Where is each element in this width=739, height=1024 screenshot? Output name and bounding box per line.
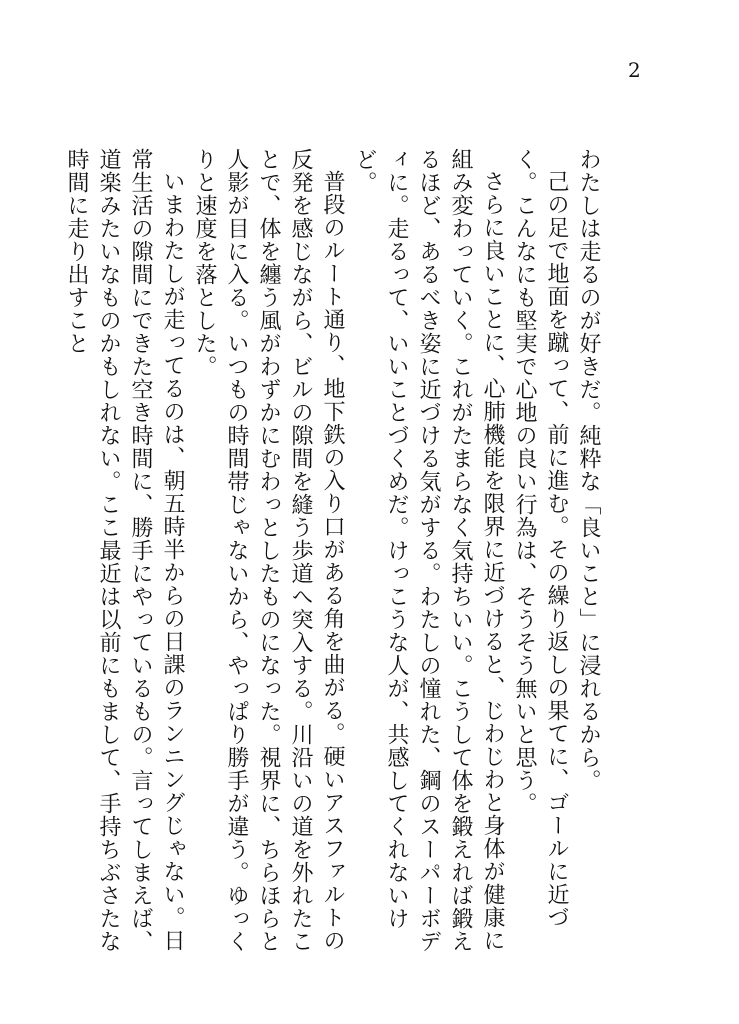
page-number: 2: [628, 58, 641, 82]
body-text: [60, 148, 604, 963]
paragraph: さらに良いことに、心肺機能を限界に近づけると、じわじわと身体が健康に組み変わっていく。これがたまらなく気持ちいい。こうして体を鍛えれば鍛えるほど、あるべき姿に近づける気がする。わたしの憧れた、鋼のスーパーボディに。走るって、いいことづくめだ。けっこうな人が、共感してくれないけど。: [352, 148, 505, 953]
paragraph: 己の足で地面を蹴って、前に進む。その繰り返しの果てに、ゴールに近づく。こんなにも堅実で心地の良い行為は、そうそう無いと思う。: [512, 148, 569, 929]
paragraph: 普段のルート通り、地下鉄の入り口がある角を曲がる。硬いアスファルトの反発を感じながら、ビルの隙間を縫う歩道へ突入する。川沿いの道を外れたことで、体を纏う風がわずかにむわっとしたものになった。視界に、ちらほらと人影が目に入る。いつもの時間帯じゃないから、やっぱり勝手が違う。ゆっくりと速度を落とした。: [192, 148, 345, 953]
paragraph: わたしは走るのが好きだ。純粋な「良いこと」に浸れるから。: [576, 148, 601, 792]
paragraph: いまわたしが走ってるのは、朝五時半からの日課のランニングじゃない。日常生活の隙間にできた空き時間に、勝手にやっているもの。言ってしまえば、道楽みたいなものかもしれない。ここ最近は以前にもまして、手持ちぶさたな時間に走り出すこと: [64, 148, 185, 953]
